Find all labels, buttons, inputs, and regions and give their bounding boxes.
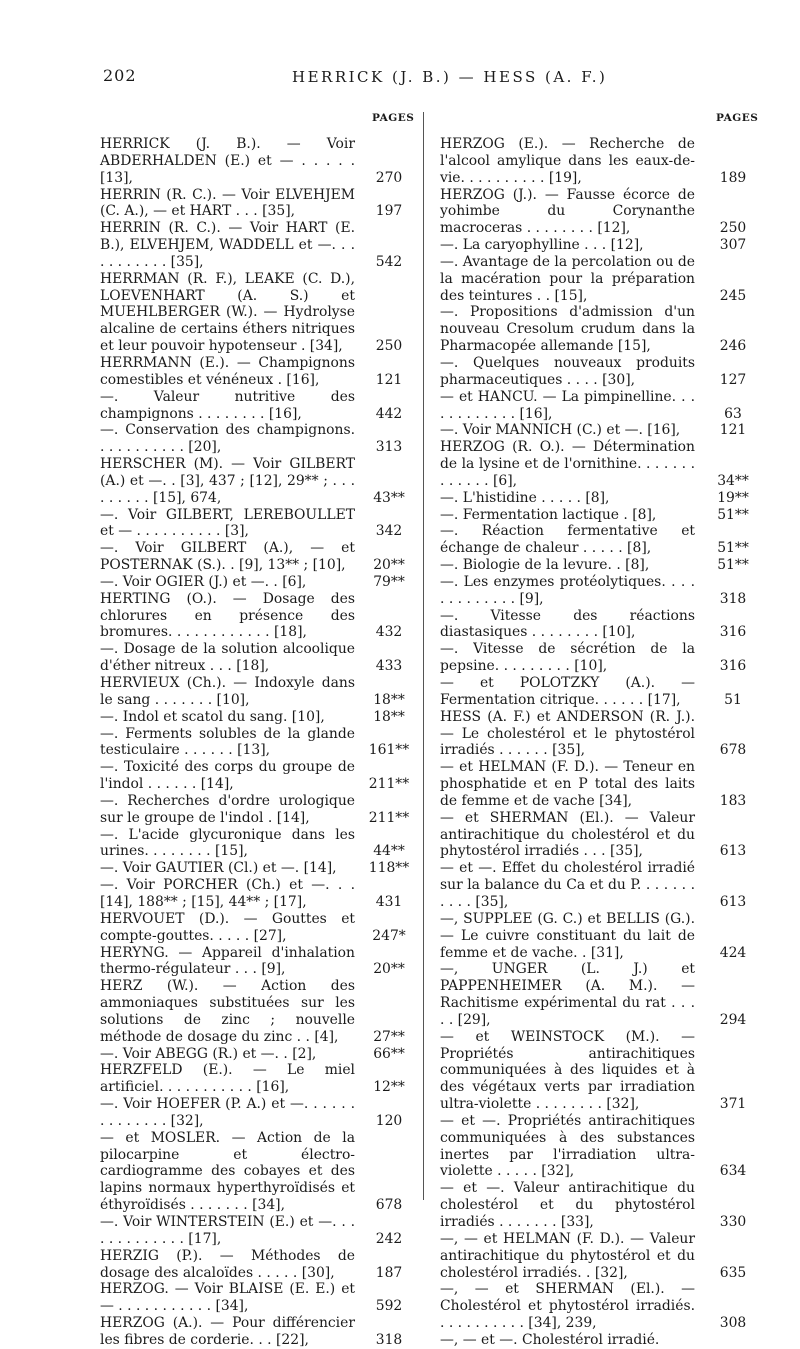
index-entry	[440, 860, 756, 911]
entry-text: HERZOG (E.). — Recherche de l'alcool amylique dans les eaux-de-vie. . . . . . . . . . [19],	[440, 136, 695, 186]
entry-page: 211**	[368, 776, 410, 793]
entry-text: —, — et SHERMAN (El.). — Cholestérol et phytostérol irradiés. . . . . . . . . . . [34], 239,	[440, 1281, 695, 1332]
entry-text: —. Biologie de la levure. . [8],	[440, 557, 650, 574]
entry-text: HERZOG. — Voir BLAISE (E. E.) et — . . . . . . . . . . . [34],	[100, 1281, 355, 1315]
index-entry	[440, 136, 756, 187]
index-entry	[440, 675, 756, 709]
entry-text: —. Les enzymes protéolytiques. . . . . . . . . . . . . [9],	[440, 573, 695, 607]
entry-page: 43**	[373, 489, 405, 506]
entry-page: 187	[375, 1264, 403, 1281]
entry-page: 183	[719, 792, 747, 809]
entry-page: 211**	[368, 809, 410, 826]
entry-text: HERZFELD (E.). — Le miel artificiel. . . . . . . . . . . [16],	[100, 1062, 355, 1096]
column-divider	[423, 112, 424, 1200]
entry-page: 308	[719, 1315, 747, 1332]
entry-page: 431	[375, 893, 403, 910]
index-entry	[100, 945, 412, 979]
entry-page: 307	[719, 237, 747, 254]
entry-page: 424	[719, 944, 747, 961]
entry-text: —. Voir GAUTIER (Cl.) et —. [14],	[100, 860, 337, 877]
entry-text: —. Vitesse des réactions diastasiques . . . . . . . . [10],	[440, 607, 695, 641]
index-entry	[100, 1096, 412, 1130]
entry-page: 121	[719, 422, 747, 439]
entry-page: 161**	[368, 742, 410, 759]
page-number: 202	[103, 66, 137, 85]
entry-page: 51	[724, 691, 742, 708]
index-entry	[440, 608, 756, 642]
entry-page: 20**	[373, 557, 405, 574]
entry-page: 242	[375, 1230, 403, 1247]
entry-page: 127	[719, 371, 747, 388]
entry-text: —. Fermentation lactique . [8],	[440, 506, 657, 523]
entry-page: 66**	[373, 1045, 405, 1062]
index-entry	[440, 439, 756, 490]
index-entry	[440, 1113, 756, 1180]
entry-text: HERRMAN (R. F.), LEAKE (C. D.), LOEVENHART (A. S.) et MUEHLBERGER (W.). — Hydrolyse alcaline de certains éthers nitriques et leur pouvoir hypotenseur . [34],	[100, 270, 355, 355]
entry-text: —. Voir MANNICH (C.) et —. [16],	[440, 422, 681, 439]
entry-page: 613	[719, 893, 747, 910]
entry-text: —. Voir ABEGG (R.) et —. . [2],	[100, 1045, 317, 1062]
entry-page: 318	[375, 1331, 403, 1348]
entry-page: 197	[375, 203, 403, 220]
entry-text: —. Réaction fermentative et échange de chaleur . . . . . [8],	[440, 523, 695, 557]
entry-text: HESS (A. F.) et ANDERSON (R. J.). — Le cholestérol et le phytostérol irradiés . . . . . . [35],	[440, 708, 695, 759]
entry-text: HERRIN (R. C.). — Voir ELVEHJEM (C. A.), — et HART . . . [35],	[100, 186, 355, 220]
entry-page: 432	[375, 624, 403, 641]
entry-text: —. Vitesse de sécrétion de la pepsine. . . . . . . . . [10],	[440, 641, 695, 675]
entry-text: HERZ (W.). — Action des ammoniaques substituées sur les solutions de zinc ; nouvelle méthode de dosage du zinc . . [4],	[100, 978, 355, 1045]
index-entry	[100, 877, 412, 911]
index-entry	[100, 1281, 412, 1315]
index-entry	[440, 759, 756, 810]
index-entry	[440, 304, 756, 355]
index-entry	[440, 810, 756, 861]
entry-page: 12**	[373, 1079, 405, 1096]
entry-page: 120	[375, 1112, 403, 1129]
entry-text: —. L'histidine . . . . . [8],	[440, 489, 610, 506]
index-entry	[100, 978, 412, 1045]
entry-text: —. Recherches d'ordre urologique sur le groupe de l'indol . [14],	[100, 792, 355, 826]
entry-text: HERVOUET (D.). — Gouttes et compte-gouttes. . . . . [27],	[100, 910, 355, 944]
entry-page: 79**	[373, 573, 405, 590]
index-entry	[100, 136, 412, 187]
index-entry	[440, 422, 756, 439]
entry-text: —. Dosage de la solution alcoolique d'éther nitreux . . . [18],	[100, 641, 355, 675]
entry-text: HERZIG (P.). — Méthodes de dosage des alcaloïdes . . . . . [30],	[100, 1247, 355, 1281]
index-entry	[100, 389, 412, 423]
index-entry	[100, 456, 412, 507]
index-entry	[100, 759, 412, 793]
entry-page: 34**	[717, 472, 749, 489]
entry-page: 51**	[717, 506, 749, 523]
index-entry	[100, 860, 412, 877]
index-entry	[440, 1332, 756, 1349]
entry-text: —. Ferments solubles de la glande testiculaire . . . . . . [13],	[100, 725, 355, 759]
index-entry	[440, 709, 756, 760]
entry-text: HERRMANN (E.). — Champignons comestibles et vénéneux . [16],	[100, 354, 355, 388]
entry-text: HERRIN (R. C.). — Voir HART (E. B.), ELVEHJEM, WADDELL et —. . . . . . . . . . . [35],	[100, 220, 355, 270]
index-entry	[440, 911, 756, 962]
entry-text: HERRICK (J. B.). — Voir ABDERHALDEN (E.) et — . . . . . [13],	[100, 136, 355, 186]
right-entries	[440, 136, 756, 1349]
index-entry	[100, 591, 412, 642]
index-entry	[440, 490, 756, 507]
index-entry	[100, 1248, 412, 1282]
entry-page: 246	[719, 338, 747, 355]
index-entry	[100, 220, 412, 271]
index-entry	[100, 726, 412, 760]
entry-page: 18**	[373, 691, 405, 708]
entry-text: —. La caryophylline . . . [12],	[440, 237, 644, 254]
index-entry	[440, 1231, 756, 1282]
entry-text: —. L'acide glycuronique dans les urines. . . . . . . . [15],	[100, 826, 355, 860]
entry-text: HERSCHER (M). — Voir GILBERT (A.) et —. . [3], 437 ; [12], 29** ; . . . . . . . . . [15], 674,	[100, 456, 355, 506]
entry-page: 18**	[373, 708, 405, 725]
entry-text: —. Valeur nutritive des champignons . . . . . . . . [16],	[100, 388, 355, 422]
entry-page: 294	[719, 1011, 747, 1028]
index-entry	[100, 1062, 412, 1096]
index-entry	[440, 1029, 756, 1113]
index-entry	[100, 1046, 412, 1063]
entry-text: —, UNGER (L. J.) et PAPPENHEIMER (A. M.). — Rachitisme expérimental du rat . . . . . [29],	[440, 961, 695, 1028]
entry-page: 678	[375, 1197, 403, 1214]
entry-page: 51**	[717, 557, 749, 574]
index-entry	[440, 507, 756, 524]
index-entry	[440, 574, 756, 608]
entry-page: 27**	[373, 1028, 405, 1045]
entry-text: HERYNG. — Appareil d'inhalation thermo-régulateur . . . [9],	[100, 944, 355, 978]
index-entry	[440, 641, 756, 675]
entry-text: —. Propositions d'admission d'un nouveau Cresolum crudum dans la Pharmacopée allemande [15],	[440, 304, 695, 355]
index-entry	[440, 557, 756, 574]
index-entry	[100, 1315, 412, 1349]
entry-text: —. Indol et scatol du sang. [10],	[100, 708, 325, 725]
entry-page: 635	[719, 1264, 747, 1281]
entry-text: — et SHERMAN (El.). — Valeur antirachitique du cholestérol et du phytostérol irradiés . . . [35],	[440, 809, 695, 860]
entry-page: 342	[375, 523, 403, 540]
index-entry	[100, 574, 412, 591]
entry-page: 250	[719, 220, 747, 237]
entry-page: 63	[724, 405, 742, 422]
entry-text: — et MOSLER. — Action de la pilocarpine et électro-cardiogramme des cobayes et des lapins normaux hyperthyroïdisés et éthyroïdisés . . . . . . . [34],	[100, 1129, 355, 1214]
index-entry	[100, 1130, 412, 1214]
entry-text: HERTING (O.). — Dosage des chlorures en présence des bromures. . . . . . . . . . . . [18],	[100, 590, 355, 641]
index-entry	[100, 271, 412, 355]
index-entry	[100, 709, 412, 726]
entry-text: HERZOG (R. O.). — Détermination de la lysine et de l'ornithine. . . . . . . . . . . . . [6],	[440, 439, 695, 489]
entry-text: —. Conservation des champignons. . . . . . . . . . . [20],	[100, 422, 355, 456]
entry-text: HERVIEUX (Ch.). — Indoxyle dans le sang . . . . . . . [10],	[100, 675, 355, 708]
entry-page: 318	[719, 590, 747, 607]
entry-page: 189	[719, 169, 747, 186]
left-entries	[100, 136, 412, 1349]
index-entry	[100, 911, 412, 945]
entry-page: 433	[375, 658, 403, 675]
index-entry	[440, 237, 756, 254]
entry-page: 250	[375, 338, 403, 355]
entry-text: — et HANCU. — La pimpinelline. . . . . . . . . . . . [16],	[440, 388, 695, 422]
entry-text: —. Voir OGIER (J.) et —. . [6],	[100, 573, 307, 590]
entry-text: — et HELMAN (F. D.). — Teneur en phosphatide et en P total des laits de femme et de vache [34],	[440, 759, 695, 809]
entry-text: —, — et HELMAN (F. D.). — Valeur antirachitique du phytostérol et du cholestérol irradiés. . [32],	[440, 1230, 695, 1281]
index-entry	[100, 187, 412, 221]
entry-text: —. Voir GILBERT, LEREBOULLET et — . . . . . . . . . . [3],	[100, 506, 355, 540]
entry-page: 118**	[368, 860, 410, 877]
entry-text: —, — et —. Cholestérol irradié.	[440, 1331, 660, 1348]
entry-text: —. Voir WINTERSTEIN (E.) et —. . . . . . . . . . . . . [17],	[100, 1214, 355, 1247]
index-entry	[100, 540, 412, 574]
entry-text: —. Toxicité des corps du groupe de l'indol . . . . . . [14],	[100, 759, 355, 793]
entry-page: 613	[719, 843, 747, 860]
entry-page: 592	[375, 1298, 403, 1315]
entry-page: 442	[375, 405, 403, 422]
entry-text: HERZOG (J.). — Fausse écorce de yohimbe du Corynanthe macroceras . . . . . . . . [12],	[440, 186, 695, 237]
entry-page: 678	[719, 742, 747, 759]
entry-page: 316	[719, 658, 747, 675]
entry-page: 316	[719, 624, 747, 641]
entry-text: — et —. Propriétés antirachitiques communiquées à des substances inertes par l'irradiation ultra-violette . . . . . [32],	[440, 1112, 695, 1180]
pages-column-label: PAGES	[372, 112, 415, 124]
entry-page: 371	[719, 1096, 747, 1113]
entry-page: 542	[375, 253, 403, 270]
index-entry	[100, 422, 412, 456]
index-entry	[440, 389, 756, 423]
running-head: HERRICK (J. B.) — HESS (A. F.)	[292, 68, 608, 86]
entry-text: — et —. Effet du cholestérol irradié sur la balance du Ca et du P. . . . . . . . . . . [35],	[440, 860, 695, 910]
index-entry	[440, 187, 756, 238]
entry-page: 313	[375, 439, 403, 456]
index-entry	[100, 355, 412, 389]
entry-page: 634	[719, 1163, 747, 1180]
pages-column-label: PAGES	[716, 112, 759, 124]
index-entry	[100, 507, 412, 541]
entry-text: —. Quelques nouveaux produits pharmaceutiques . . . . [30],	[440, 354, 695, 388]
index-entry	[440, 1180, 756, 1231]
index-entry	[440, 523, 756, 557]
entry-page: 44**	[373, 843, 405, 860]
entry-page: 245	[719, 287, 747, 304]
entry-text: —. Voir GILBERT (A.), — et POSTERNAK (S.). . [9], 13** ; [10],	[100, 540, 355, 574]
entry-page: 270	[375, 169, 403, 186]
entry-text: —. Voir PORCHER (Ch.) et —. . . [14], 188** ; [15], 44** ; [17],	[100, 877, 355, 910]
entry-page: 330	[719, 1214, 747, 1230]
entry-text: — et —. Valeur antirachitique du cholestérol et du phytostérol irradiés . . . . . . . [33],	[440, 1180, 695, 1230]
entry-page: 19**	[717, 489, 749, 506]
index-entry	[100, 827, 412, 861]
index-entry	[440, 254, 756, 305]
entry-text: — et WEINSTOCK (M.). — Propriétés antirachitiques communiquées à des liquides et à des végétaux verts par irradiation ultra-violette . . . . . . . . [32],	[440, 1028, 695, 1113]
entry-page: 247*	[372, 927, 406, 944]
index-entry	[100, 641, 412, 675]
index-entry	[100, 1214, 412, 1248]
entry-text: —, SUPPLEE (G. C.) et BELLIS (G.). — Le cuivre constituant du lait de femme et de vache. . [31],	[440, 910, 695, 961]
entry-text: HERZOG (A.). — Pour différencier les fibres de corderie. . . [22],	[100, 1315, 355, 1348]
entry-page: 121	[375, 371, 403, 388]
entry-text: —. Avantage de la percolation ou de la macération pour la préparation des teintures . . [15],	[440, 253, 695, 304]
index-entry	[440, 961, 756, 1028]
index-entry	[100, 675, 412, 709]
index-entry	[440, 355, 756, 389]
index-entry	[440, 1281, 756, 1332]
entry-text: — et POLOTZKY (A.). — Fermentation citrique. . . . . . [17],	[440, 675, 695, 708]
entry-page: 20**	[373, 961, 405, 978]
index-entry	[100, 793, 412, 827]
entry-text: —. Voir HOEFER (P. A.) et —. . . . . . . . . . . . . . [32],	[100, 1096, 355, 1129]
entry-page: 51**	[717, 540, 749, 557]
